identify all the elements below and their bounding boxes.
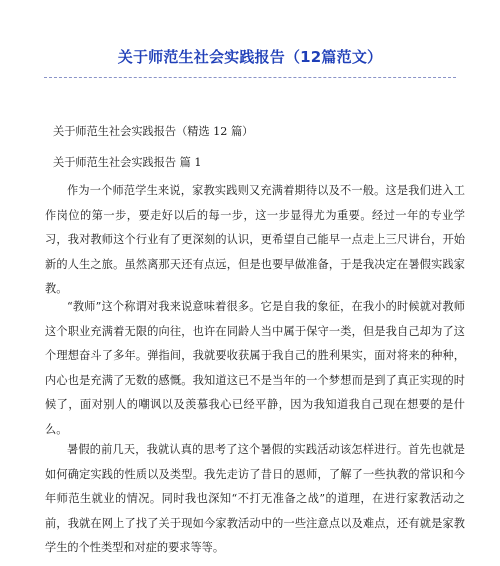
- document-subtitle: 关于师范生社会实践报告（精选 12 篇）: [53, 125, 254, 138]
- paragraph-1: 作为一个师范学生来说，家教实践则又充满着期待以及不一般。这是我们进入工作岗位的第一步，要走好以后的每一步，这一步显得尤为重要。经过一年的专业学习，我对教师这个行业有了更深刻的认识，更希望自己能早一点走上三尺讲台，开始新的人生之旅。虽然离那天还有点远，但是也要早做准备，于是我决定在暑假实践家教。: [45, 184, 465, 295]
- document-title: 关于师范生社会实践报告（12篇范文）: [117, 48, 383, 66]
- section-heading: 关于师范生社会实践报告 篇 1: [53, 156, 202, 169]
- title-divider: [44, 77, 456, 78]
- paragraph-2: “教师”这个称谓对我来说意味着很多。它是自我的象征，在我小的时候就对教师这个职业充满着无限的向往，也许在同龄人当中属于保守一类，但是我自己却为了这个理想奋斗了多年。弹指间，我就要收获属于我自己的胜利果实，面对将来的种种，内心也是充满了无数的感慨。我知道这已不是当年的一个梦想而是到了真正实现的时候了，面对别人的嘲讽以及羡慕我心已经平静，因为我知道我自己现在想要的是什么。: [45, 300, 465, 436]
- paragraph-3: 暑假的前几天，我就认真的思考了这个暑假的实践活动该怎样进行。首先也就是如何确定实践的性质以及类型。我先走访了昔日的恩师，了解了一些执教的常识和今年师范生就业的情况。同时我也深知“不打无准备之战”的道理，在进行家教活动之前，我就在网上了找了关于现如今家教活动中的一些注意点以及难点，还有就是家教学生的个性类型和对症的要求等等。: [45, 443, 465, 554]
